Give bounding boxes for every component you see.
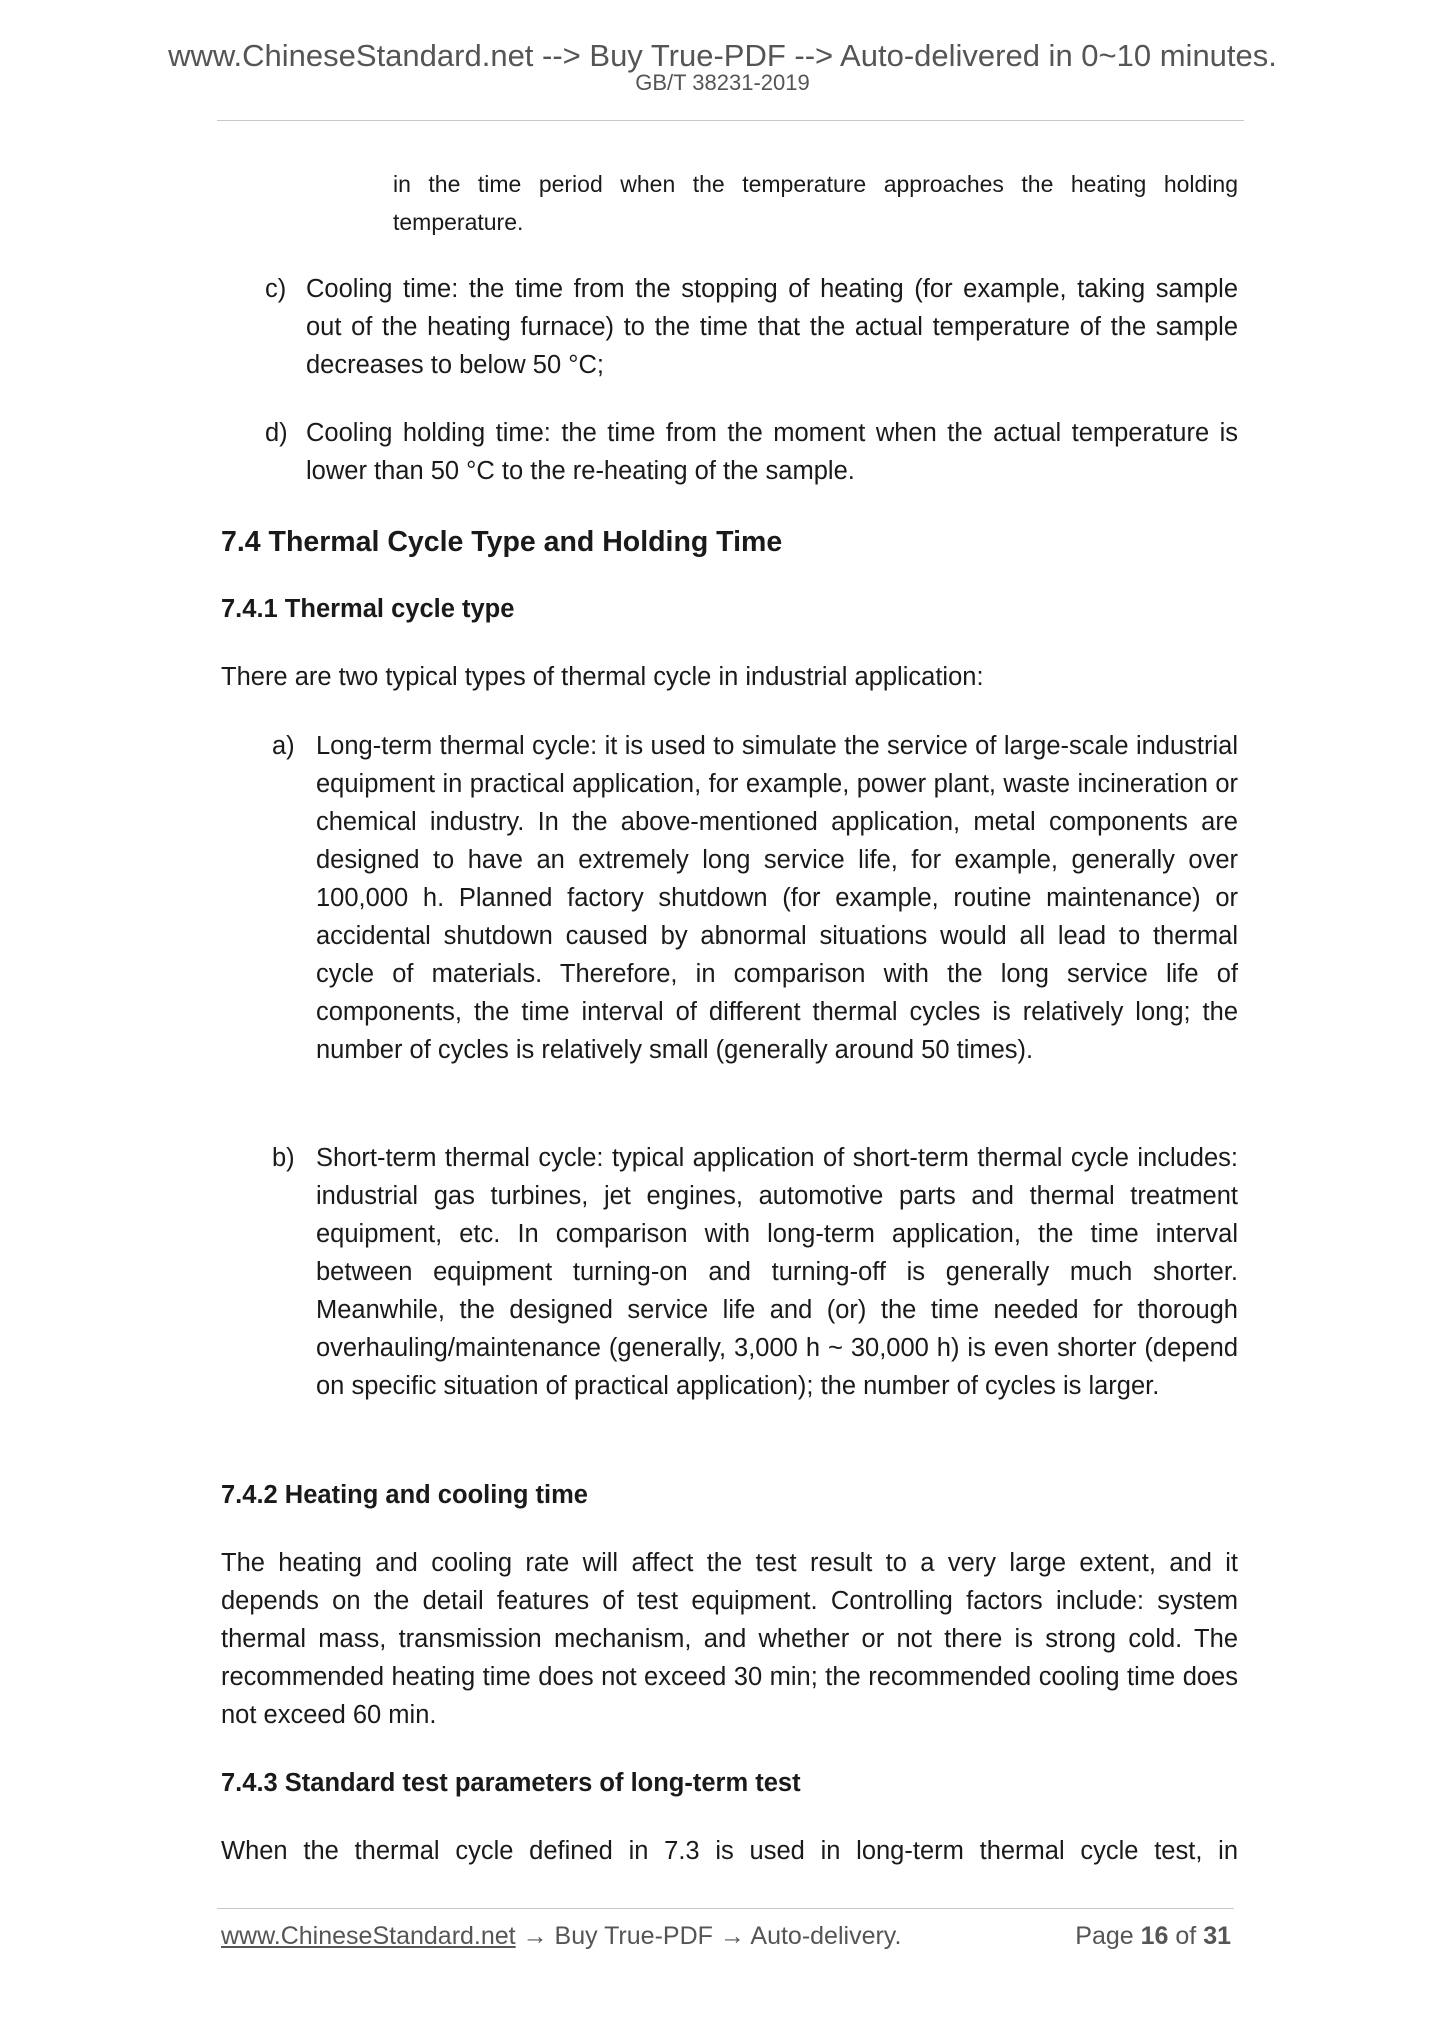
page-indicator: Page 16 of 31 <box>1075 1922 1231 1950</box>
total-pages-number: 31 <box>1203 1922 1231 1950</box>
section-heading-7-4-3: 7.4.3 Standard test parameters of long-term test <box>221 1769 801 1797</box>
list-item-a <box>272 727 1238 1069</box>
list-label: d) <box>265 419 288 447</box>
current-page-number: 16 <box>1140 1922 1169 1950</box>
list-item-c <box>265 270 1238 384</box>
section-heading-7-4-2: 7.4.2 Heating and cooling time <box>221 1481 588 1509</box>
list-label: c) <box>265 275 287 303</box>
footer-divider <box>217 1908 1234 1909</box>
list-text: Long-term thermal cycle: it is used to simulate the service of large-scale industrial equipment in practical application, for example, power plant, waste incineration or chemical industry. In the above-mentioned application, metal components are designed to have an extremely long service life, for example, generally over 100,000 h. Planned factory shutdown (for example, routine maintenance) or accidental shutdown caused by abnormal situations would all lead to thermal cycle of materials. Therefore, in comparison with the long service life of components, the time interval of different thermal cycles is relatively long; the number of cycles is relatively small (generally around 50 times). <box>316 732 1238 1064</box>
section-7-4-3-text: When the thermal cycle defined in 7.3 is used in long-term thermal cycle test, in <box>221 1837 1238 1865</box>
list-label: a) <box>272 732 295 760</box>
header-divider <box>217 120 1244 121</box>
list-text: Cooling holding time: the time from the moment when the actual temperature is lower than 50 °C to the re-heating of the sample. <box>306 419 1238 485</box>
list-text: Cooling time: the time from the stopping of heating (for example, taking sample out of the heating furnace) to the time that the actual temperature of the sample decreases to below 50 °C; <box>306 275 1238 379</box>
list-text: Short-term thermal cycle: typical application of short-term thermal cycle includes: industrial gas turbines, jet engines, automotive parts and thermal treatment equipment, etc. In comparison with long-term application, the time interval between equipment turning-on and turning-off is generally much shorter. Meanwhile, the designed service life and (or) the time needed for thorough overhauling/maintenance (generally, 3,000 h ~ 30,000 h) is even shorter (depend on specific situation of practical application); the number of cycles is larger. <box>316 1144 1238 1400</box>
section-heading-7-4: 7.4 Thermal Cycle Type and Holding Time <box>221 526 783 558</box>
site-banner: www.ChineseStandard.net --> Buy True-PDF --> Auto-delivered in 0~10 minutes. <box>168 38 1277 73</box>
standard-code: GB/T 38231-2019 <box>635 70 810 95</box>
list-label: b) <box>272 1144 295 1172</box>
list-item-b <box>272 1139 1238 1405</box>
section-7-4-1-intro: There are two typical types of thermal cycle in industrial application: <box>221 663 984 691</box>
footer-tagline: → Buy True-PDF → Auto-delivery. <box>515 1922 902 1950</box>
section-7-4-2-text: The heating and cooling rate will affect the test result to a very large extent, and it depends on the detail features of test equipment. Controlling factors include: system thermal mass, transmission mechanism, and whether or not there is strong cold. The recommended heating time does not exceed 30 min; the recommended cooling time does not exceed 60 min. <box>221 1549 1238 1729</box>
section-heading-7-4-1: 7.4.1 Thermal cycle type <box>221 595 515 623</box>
continuation-paragraph: in the time period when the temperature approaches the heating holding temperature. <box>393 171 1238 235</box>
list-item-d <box>265 414 1238 490</box>
footer-site-link[interactable]: www.ChineseStandard.net <box>221 1922 516 1950</box>
page-footer <box>221 1924 1231 1949</box>
